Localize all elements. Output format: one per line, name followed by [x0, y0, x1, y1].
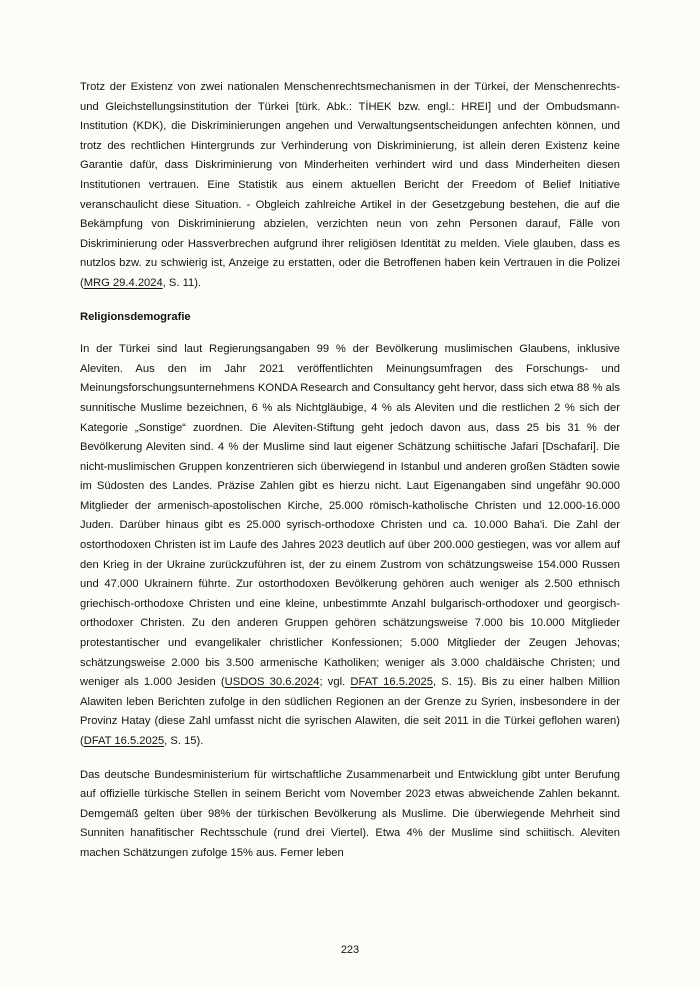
source-reference[interactable]: MRG 29.4.2024: [83, 276, 163, 289]
section-heading: Religionsdemografie: [80, 310, 191, 323]
source-reference[interactable]: DFAT 16.5.2025: [83, 735, 165, 747]
source-reference[interactable]: USDOS 30.6.2024: [224, 676, 320, 689]
page-content: [80, 78, 620, 864]
page-number: 223: [340, 944, 360, 956]
paragraph-religionsdemografie: In der Türkei sind laut Regierungsangaben 99 % der Bevölkerung muslimischen Glaubens, inklusive Aleviten. Aus den im Jahr 2021 veröffentlichten Meinungsumfragen des Forschungs- und Meinungsforschungsunternehmens KONDA Research and Consultancy geht hervor, dass sich etwa 88 % als sunnitische Muslime bezeichnen, 6 % als Nichtgläubige, 4 % als Aleviten und die restlichen 2 % sich der Kategorie „Sonstige“ zuordnen. Die Aleviten-Stiftung geht jedoch davon aus, dass 25 bis 31 % der Bevölkerung Aleviten sind. 4 % der Muslime sind laut eigener Schätzung schiitische Jafari [Dschafari]. Die nicht-muslimischen Gruppen konzentrieren sich überwiegend in Istanbul und anderen großen Städten sowie im Südosten des Landes. Präzise Zahlen gibt es hierzu nicht. Laut Eigenangaben sind ungefähr 90.000 Mitglieder der armenisch-apostolischen Kirche, 25.000 römisch-katholische Christen und 12.000-16.000 Juden. Darüber hinaus gibt es 25.000 syrisch-orthodoxe Christen und ca. 10.000 Baha'i. Die Zahl der ostorthodoxen Christen ist im Laufe des Jahres 2023 deutlich auf über 200.000 gestiegen, was vor allem auf den Krieg in der Ukraine zurückzuführen ist, der zu einem Zustrom von schätzungsweise 154.000 Russen und 47.000 Ukrainern führte. Zur ostorthodoxen Bevölkerung gehören auch weniger als 2.500 ethnisch griechisch-orthodoxe Christen und eine kleine, unbestimmte Anzahl bulgarisch-orthodoxer und georgisch-orthodoxer Christen. Zu den anderen Gruppen gehören schätzungsweise 7.000 bis 10.000 Mitglieder protestantischer und evangelikaler christlicher Konfessionen; 5.000 Mitglieder der Zeugen Jehovas; schätzungsweise 2.000 bis 3.500 armenische Katholiken; weniger als 3.000 chaldäische Christen; und weniger als 1.000 Jesiden (USDOS 30.6.2024; vgl. DFAT 16.5.2025, S. 15). Bis zu einer halben Million Alawiten leben Berichten zufolge in den südlichen Regionen an der Grenze zu Syrien, insbesondere in der Provinz Hatay (diese Zahl umfasst nicht die syrischen Alawiten, die seit 2011 in die Türkei geflohen waren) (DFAT 16.5.2025, S. 15).: [80, 343, 621, 747]
source-reference[interactable]: DFAT 16.5.2025: [350, 676, 433, 689]
paragraph-intro: Trotz der Existenz von zwei nationalen Menschenrechtsmechanismen in der Türkei, der Menschenrechts- und Gleichstellungsinstitution der Türkei [türk. Abk.: TİHEK bzw. engl.: HREI] und der Ombudsmann-Institution (KDK), die Diskriminierungen angehen und Verwaltungsentscheidungen anfechten können, und trotz des rechtlichen Hintergrunds zur Verhinderung von Diskriminierung, ist allein deren Existenz keine Garantie dafür, dass Diskriminierung von Minderheiten verhindert wird und dass Minderheiten diesen Institutionen vertrauen. Eine Statistik aus einem aktuellen Bericht der Freedom of Belief Initiative veranschaulicht diese Situation. - Obgleich zahlreiche Artikel in der Gesetzgebung bestehen, die auf die Bekämpfung von Diskriminierung abzielen, verzichten neun von zehn Personen darauf, Fälle von Diskriminierung oder Hassverbrechen aufgrund ihrer religiösen Identität zu melden. Viele glauben, dass es nutzlos bzw. zu schwierig ist, Anzeige zu erstatten, oder die Betroffenen haben kein Vertrauen in die Polizei (MRG 29.4.2024, S. 11).: [80, 81, 620, 289]
paragraph-bmz-figures: Das deutsche Bundesministerium für wirtschaftliche Zusammenarbeit und Entwicklung gibt unter Berufung auf offizielle türkische Stellen in seinem Bericht vom November 2023 etwas abweichende Zahlen bekannt. Demgemäß gelten über 98% der türkischen Bevölkerung als Muslime. Die überwiegende Mehrheit sind Sunniten hanafitischer Rechtsschule (rund drei Viertel). Etwa 4% der Muslime sind schiitisch. Aleviten machen Schätzungen zufolge 15% aus. Ferner leben: [80, 768, 620, 859]
